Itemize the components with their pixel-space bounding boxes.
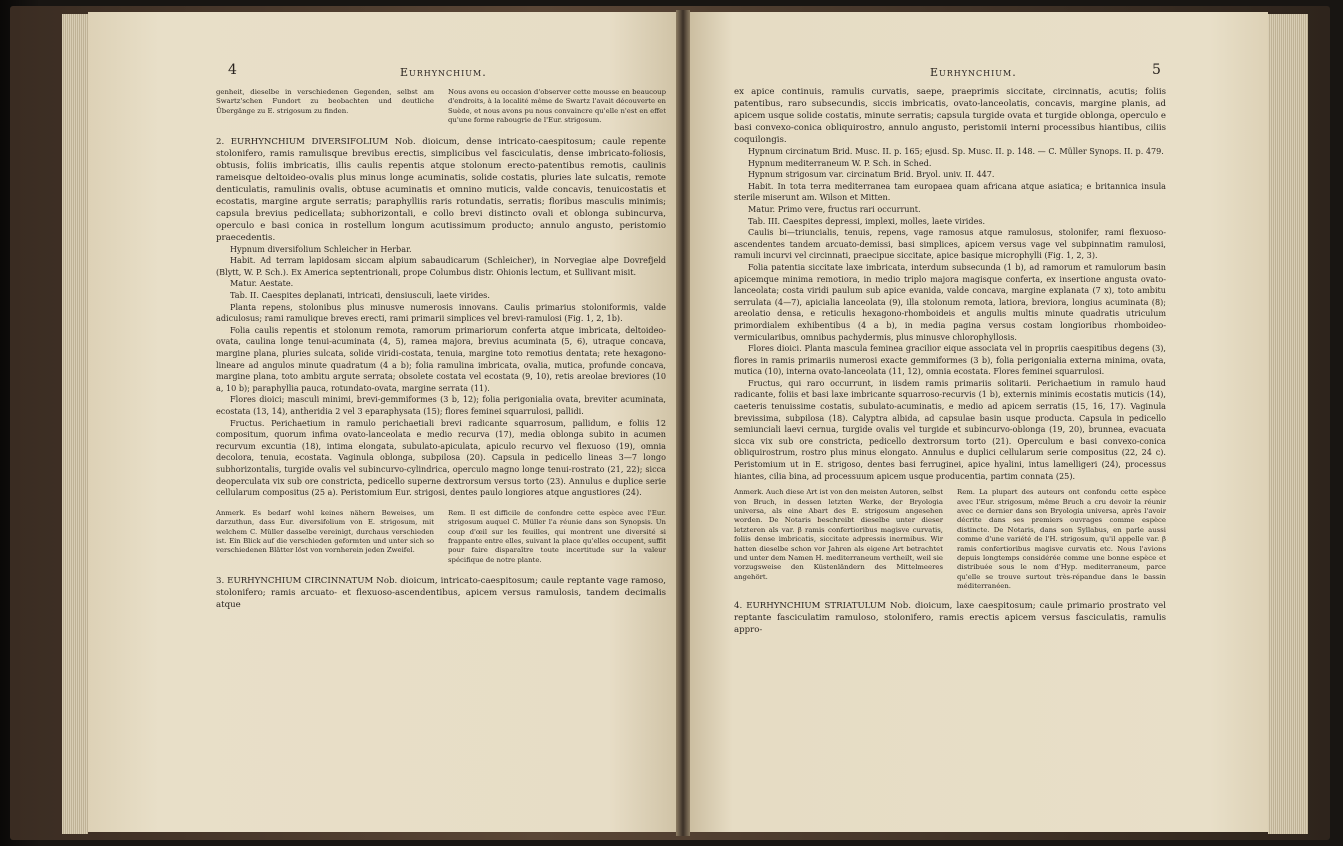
right-remarks [734,488,1166,591]
species-3-habitat: Habit. In tota terra mediterranea tam europaea quam africana atque asiatica; e britannica insula sterile miserunt am. Wilson et Mitten. [734,180,1166,203]
species-3-folia: Folia patentia siccitate laxe imbricata, interdum subsecunda (1 b), ad ramorum et ramulorum basin apicemque minima remotiora, in medio triplo majora magisque conferta, ex insertione angusta ovato-lanceolata; costa viridi paulum sub apice evanida, valde concava, margine explanata (7 x), toto ambitu serrulata (4—7), apicialia lanceolata (9), illa stolonum remota, latiora, breviora, longius acuminata (8); areolatio densa, e reticulis hexagono-rhomboideis et angulis multis minute quadratis utriculum primordialem exhibentibus (4 a b), in media pagina versus costam longioribus rhomboideo-vermicularibus, omnibus pachydermis, plus minusve chlorophyllosis. [734,261,1166,342]
species-2-folia: Folia caulis repentis et stolonum remota, ramorum primariorum conferta atque imbricata, deltoideo-ovata, caulina longe tenui-acuminata (4, 5), ramea majora, brevius acuminata (5, 6), utraque concava, margine plana, pluries sulcata, solide viridi-costata, tenuia, margine toto remotius dentata; rete hexagono-lineare ad angulos minute quadratum (4 a b); folia ramulina imbricata, ovalia, mutica, profunde concava, margine plana, toto ambitu argute serrata; obsolete costata vel ecostata (9, 10), retis areolae breviores (10 a, 10 b); paraphyllia pauca, rotundato-ovata, margine serrata (11). [216,324,666,393]
species-2-planta: Planta repens, stolonibus plus minusve numerosis innovans. Caulis primarius stoloniformis, valde adiculosus; rami ramulique breves erecti, rami primarii simplices vel brevi-ramulosi (Fig. 1, 2, 1b). [216,301,666,324]
species-2-diagnosis: 2. EURHYNCHIUM DIVERSIFOLIUM Nob. dioicum, dense intricato-caespitosum; caule repente stolonifero, ramis ramulisque brevibus erectis, simplicibus vel fasciculatis, dense imbricato-foliosis, obtusis, foliis imbricatis, illis caulis repentis atque stolonum erecto-patentibus remotis, caulinis rameisque deltoideo-ovalis plus minus longe acuminatis, solide costatis, pluries late sulcatis, remote denticulatis, ramulinis ovalis, obtuse acuminatis et omnino muticis, valde concavis, tenuicostatis et ecostatis, margine argute serratis; paraphylliis raris rotundatis, serratis; floribus masculis minimis; capsula brevius pedicellata; subhorizontali, e collo brevi distincto ovali et oblonga subincurva, operculo e basi conica in rostellum longum acutissimum producto; annulo angusto, peristomio praecedentis. [216,136,666,243]
right-remark-french: Rem. La plupart des auteurs ont confondu cette espèce avec l'Eur. strigosum, même Bruch a cru devoir la réunir avec ce dernier dans son Bryologia universa, après l'avoir décrite dans ses premiers ouvrages comme espèce distincte. De Notaris, dans son Syllabus, en parle aussi comme d'une variété de l'H. strigosum, qu'il appelle var. β ramis confertioribus magisve curvatis etc. Nous l'avions depuis longtemps considérée comme une bonne espèce et distribuée sous le nom d'Hyp. mediterraneum, parce qu'elle se trouve surtout très-répandue dans le bassin méditerranéen. [957,488,1166,591]
left-running-head: Eurhynchium. [400,66,487,79]
book-gutter [676,10,690,836]
species-2-flores: Flores dioici; masculi minimi, brevi-gemmiformes (3 b, 12); folia perigonialia ovata, breviter acuminata, ecostata (13, 14), antheridia 2 vel 3 eparaphysata (15); flores feminei squarrulosi, pallidi. [216,394,666,416]
left-remarks [216,509,666,565]
species-3-caulis: Caulis bi—triuncialis, tenuis, repens, vage ramosus atque ramulosus, stolonifer, rami flexuoso-ascendentes tandem arcuato-demissi, basi simplices, apicem versus vage vel subpinnatim ramulosi, ramuli incurvi vel circinnati, praecipue siccitate, apice basique microphylli (Fig. 1, 2, 3). [734,227,1166,261]
species-3-maturity: Matur. Primo vere, fructus rari occurrunt. [748,203,921,214]
species-3-synonym-2: Hypnum mediterraneum W. P. Sch. in Sched. [748,157,932,168]
right-text-block [734,86,1166,636]
left-remark-german: Anmerk. Es bedarf wohl keines nähern Beweises, um darzuthun, dass Eur. diversifolium von E. strigosum, mit welchem C. Müller dasselbe vereinigt, durchaus verschieden ist. Ein Blick auf die verschieden geformten und unter sich so verschiedenen Blätter löst von vornherein jeden Zweifel. [216,508,434,555]
left-top-note-french: Nous avons eu occasion d'observer cette mousse en beaucoup d'endroits, à la localité même de Swartz l'avait découverte en Suède, et nous avons pu nous convaincre qu'elle n'est en effet qu'une forme rabougrie de l'Eur. strigosum. [448,88,666,125]
right-remark-german: Anmerk. Auch diese Art ist von den meisten Autoren, selbst von Bruch, in dessen letzten Werke, der Bryologia universa, als eine Abart des E. strigosum angesehen worden. De Notaris beschreibt dieselbe unter dieser letzteren als var. β ramis confertioribus magisve curvatis, foliis dense imbricatis, siccitate adpressis inermibus. Wir hatten dieselbe schon vor Jahren als eigene Art betrachtet und unter dem Namen H. mediterraneum vertheilt, weil sie vorzugsweise den Küstenländern des Mittelmeeres angehört. [734,488,943,581]
left-top-notes [216,88,666,126]
species-3-diagnosis-continued: ex apice continuis, ramulis curvatis, saepe, praeprimis siccitate, circinnatis, acutis; foliis patentibus, raro subsecundis, siccis imbricatis, ovato-lanceolatis, concavis, margine planis, ad apicem usque solide costatis, minute serratis; capsula turgide ovata et turgide oblonga, operculo e basi convexo-conica obliquirostro, annulo angusto, peristomii interni processibus hiantibus, ciliis coquilongis. [734,87,1166,145]
right-page-number: 5 [1152,62,1161,78]
left-remark-french: Rem. Il est difficile de confondre cette espèce avec l'Eur. strigosum auquel C. Müller l'a réunie dans son Synopsis. Un coup d'œil sur les feuilles, qui montrent une diversité si frappante entre elles, suivant la place qu'elles occupent, suffit pour faire disparaître toute incertitude sur la valeur spécifique de notre plante. [448,508,666,564]
species-3-body [734,146,1166,482]
right-page-edges [1268,14,1308,834]
species-2-body [216,244,666,499]
species-3-fructus: Fructus, qui raro occurrunt, in iisdem ramis primariis solitarii. Perichaetium in ramulo haud radicante, foliis et basi laxe imbricante squarroso-recurvis (1 b), externis minimis ecostatis muticis (14), caeteris tenuissime costatis, subulato-acuminatis, e medio ad apicem serratis (15, 16, 17). Vaginula brevissima, subpilosa (18). Calyptra albida, ad capsulae basin usque producta. Capsula in pedicello semiunciali laevi cernua, turgide ovalis vel turgide et subincurvo-oblonga (19, 20), brunnea, evacuata sicca vix sub ore constricta, pedicello dextrorsum torto (21). Operculum e basi convexo-conica obliquirostrum, rostro plus minus elongato. Annulus e duplici cellularum serie compositus (22, 24 c). Peristomium ut in E. strigoso, dentes basi ferruginei, apice hyalini, intus lamelligeri (24), processus hiantes, cilia bina, ad processuum apicem usque producentia, partim connata (25). [734,377,1166,481]
species-3-flores: Flores dioici. Planta mascula feminea gracilior eique associata vel in propriis caespitibus degens (3), flores in ramis primariis numerosi exacte gemmiformes (3 b), folia perigonialia externa minima, ovata, mutica (10), interna ovato-lanceolata (11, 12), omnia ecostata. Flores feminei squarrulosi. [734,343,1166,377]
species-2-habitat: Habit. Ad terram lapidosam siccam alpium sabaudicarum (Schleicher), in Norvegiae alpe Dovrefjeld (Blytt, W. P. Sch.). Ex America septentrionali, prope Columbus distr. Ohionis lectum, et Sullivant misit. [216,255,666,277]
species-2-fructus: Fructus. Perichaetium in ramulo perichaetiali brevi radicante squarrosum, pallidum, e foliis 12 compositum, quorum infima ovato-lanceolata e medio recurva (17), media oblonga subito in acumen recurvum excuntia (18), intima elongata, subulato-apiculata, apiculo recurvo vel flexuoso (19), omnia decolora, tenuia, ecostata. Vaginula oblonga, subpilosa (20). Capsula in pedicello lineas 3—7 longo subhorizontalis, turgide ovalis vel subincurvo-cylindrica, operculo magno longe tenui-rostrato (21, 22); sicca deoperculata vix sub ore constricta, pedicello superne dextrorsum versus torto (23). Annulus e duplice serie cellularum compositus (25 a). Peristomium Eur. strigosi, dentes paulo longiores atque angustiores (24). [216,417,666,498]
species-3-diagnosis: 3. EURHYNCHIUM CIRCINNATUM Nob. dioicum, intricato-caespitosum; caule reptante vage ramoso, stolonifero; ramis arcuato- et flexuoso-ascendentibus, apicem versus ramulosis, tandem decimalis atque [216,576,666,611]
species-4-diagnosis: 4. EURHYNCHIUM STRIATULUM Nob. dioicum, laxe caespitosum; caule primario prostrato vel reptante fasciculatim ramuloso, stolonifero, ramis erectis apicem versus fasciculatis, ramulis appro- [734,600,1166,635]
species-3-tab: Tab. III. Caespites depressi, implexi, molles, laete virides. [748,215,986,226]
species-2-synonym: Hypnum diversifolium Schleicher in Herbar. [230,243,412,254]
left-top-note-german: genheit, dieselbe in verschiedenen Gegenden, selbst am Swartz'schen Fundort zu beobachten und deutliche Übergänge zu E. strigosum zu finden. [216,88,434,115]
species-2-tab: Tab. II. Caespites deplanati, intricati, densiusculi, laete virides. [230,290,490,300]
left-text-block [216,88,666,611]
right-running-head: Eurhynchium. [930,66,1017,79]
species-3-synonym-3: Hypnum strigosum var. circinatum Brid. Bryol. univ. II. 447. [748,169,995,180]
left-page-edges [62,14,88,834]
species-2-maturity: Matur. Aestate. [230,278,294,289]
species-3-synonym-1: Hypnum circinatum Brid. Musc. II. p. 165; ejusd. Sp. Musc. II. p. 148. — C. Müller Synops. II. p. 479. [748,146,1164,156]
left-page-number: 4 [228,62,237,78]
